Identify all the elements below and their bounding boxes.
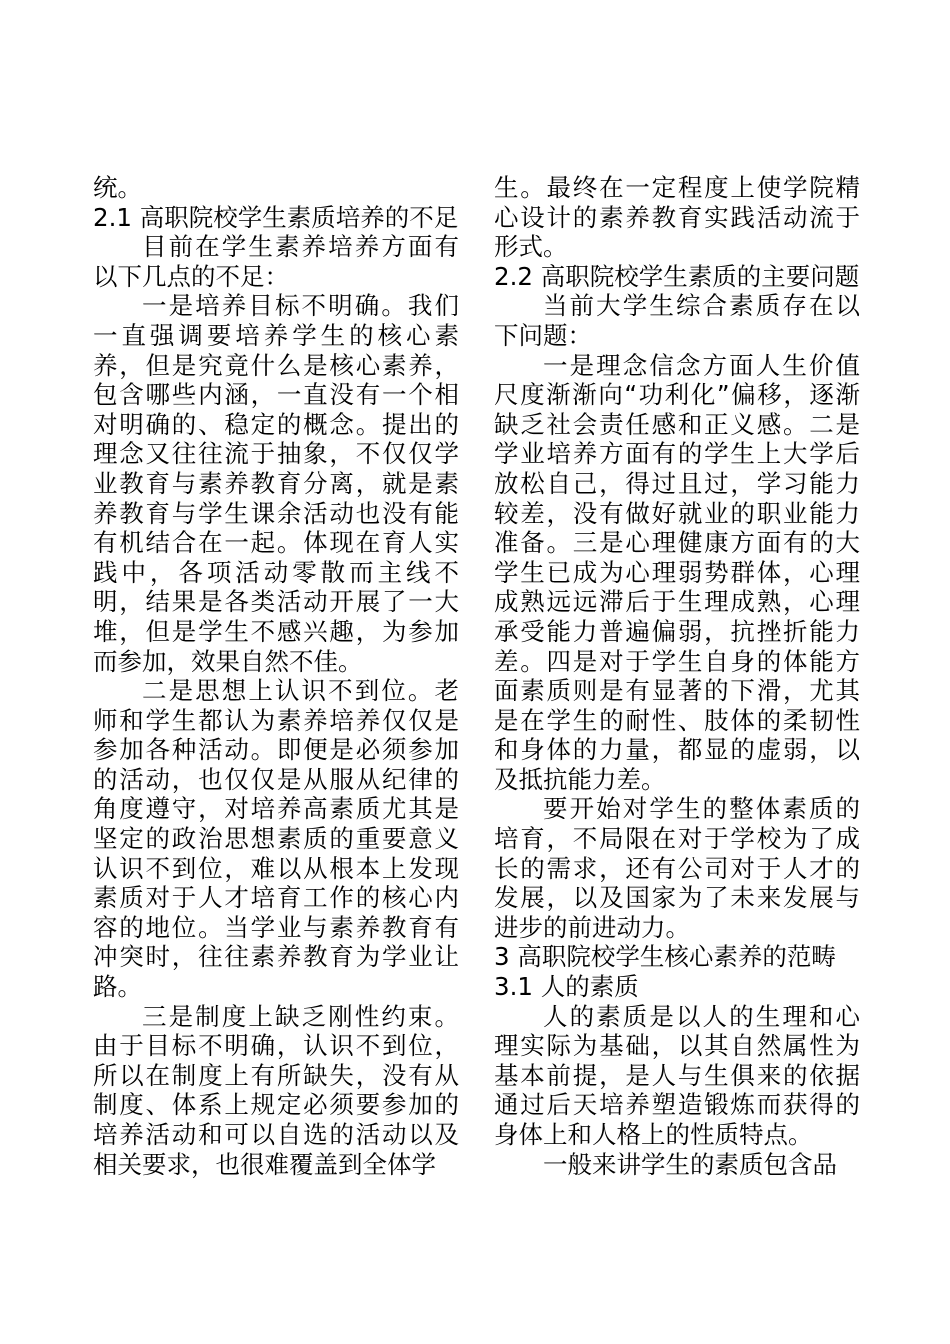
- paragraph-point-3: 三是制度上缺乏刚性约束。由于目标不明确，认识不到位，所以在制度上有所缺失，没有从制度、体系上规定必须要参加的培养活动和可以自选的活动以及相关要求，也很难覆盖到全体学: [93, 1001, 459, 1179]
- left-column: [93, 173, 459, 1179]
- paragraph-intro: 目前在学生素养培养方面有以下几点的不足：: [93, 232, 459, 291]
- paragraph-definition: 人的素质是以人的生理和心理实际为基础，以其自然属性为基本前提，是人与生俱来的依据通过后天培养塑造锻炼而获得的身体上和人格上的性质特点。: [494, 1001, 860, 1149]
- paragraph-problems: 一是理念信念方面人生价值尺度渐渐向“功利化”偏移，逐渐缺乏社会责任感和正义感。二是学业培养方面有的学生上大学后放松自己，得过且过，学习能力较差，没有做好就业的职业能力准备。三是心理健康方面有的大学生已成为心理弱势群体，心理成熟远远滞后于生理成熟，心理承受能力普遍偏弱，抗挫折能力差。四是对于学生自身的体能方面素质则是有显著的下滑，尤其是在学生的耐性、肢体的柔韧性和身体的力量，都显的虚弱，以及抵抗能力差。: [494, 350, 860, 794]
- right-column: [494, 173, 860, 1179]
- section-heading-2-2: 2.2 高职院校学生素质的主要问题: [494, 261, 860, 291]
- paragraph-summary: 要开始对学生的整体素质的培育，不局限在对于学校为了成长的需求，还有公司对于人才的发展，以及国家为了未来发展与进步的前进动力。: [494, 794, 860, 942]
- continued-paragraph: 生。最终在一定程度上使学院精心设计的素养教育实践活动流于形式。: [494, 173, 860, 262]
- section-heading-2-1: 2.1 高职院校学生素质培养的不足: [93, 202, 459, 232]
- paragraph-continued: 一般来讲学生的素质包含品: [543, 1149, 837, 1179]
- paragraph-point-1: 一是培养目标不明确。我们一直强调要培养学生的核心素养，但是究竟什么是核心素养，包含哪些内涵，一直没有一个相对明确的、稳定的概念。提出的理念又往往流于抽象，不仅仅学业教育与素养教育分离，就是素养教育与学生课余活动也没有能有机结合在一起。体现在育人实践中，各项活动零散而主线不明，结果是各类活动开展了一大堆，但是学生不感兴趣，为参加而参加，效果自然不佳。: [93, 291, 459, 676]
- paragraph-point-2: 二是思想上认识不到位。老师和学生都认为素养培养仅仅是参加各种活动。即便是必须参加的活动，也仅仅是从服从纪律的角度遵守，对培养高素质尤其是坚定的政治思想素质的重要意义认识不到位，难以从根本上发现素质对于人才培育工作的核心内容的地位。当学业与素养教育有冲突时，往往素养教育为学业让路。: [93, 676, 459, 1002]
- section-heading-3: 3 高职院校学生核心素养的范畴: [494, 942, 836, 972]
- continued-paragraph: 统。: [93, 173, 142, 202]
- paragraph-intro: 当前大学生综合素质存在以下问题：: [494, 291, 860, 350]
- section-heading-3-1: 3.1 人的素质: [494, 972, 639, 1002]
